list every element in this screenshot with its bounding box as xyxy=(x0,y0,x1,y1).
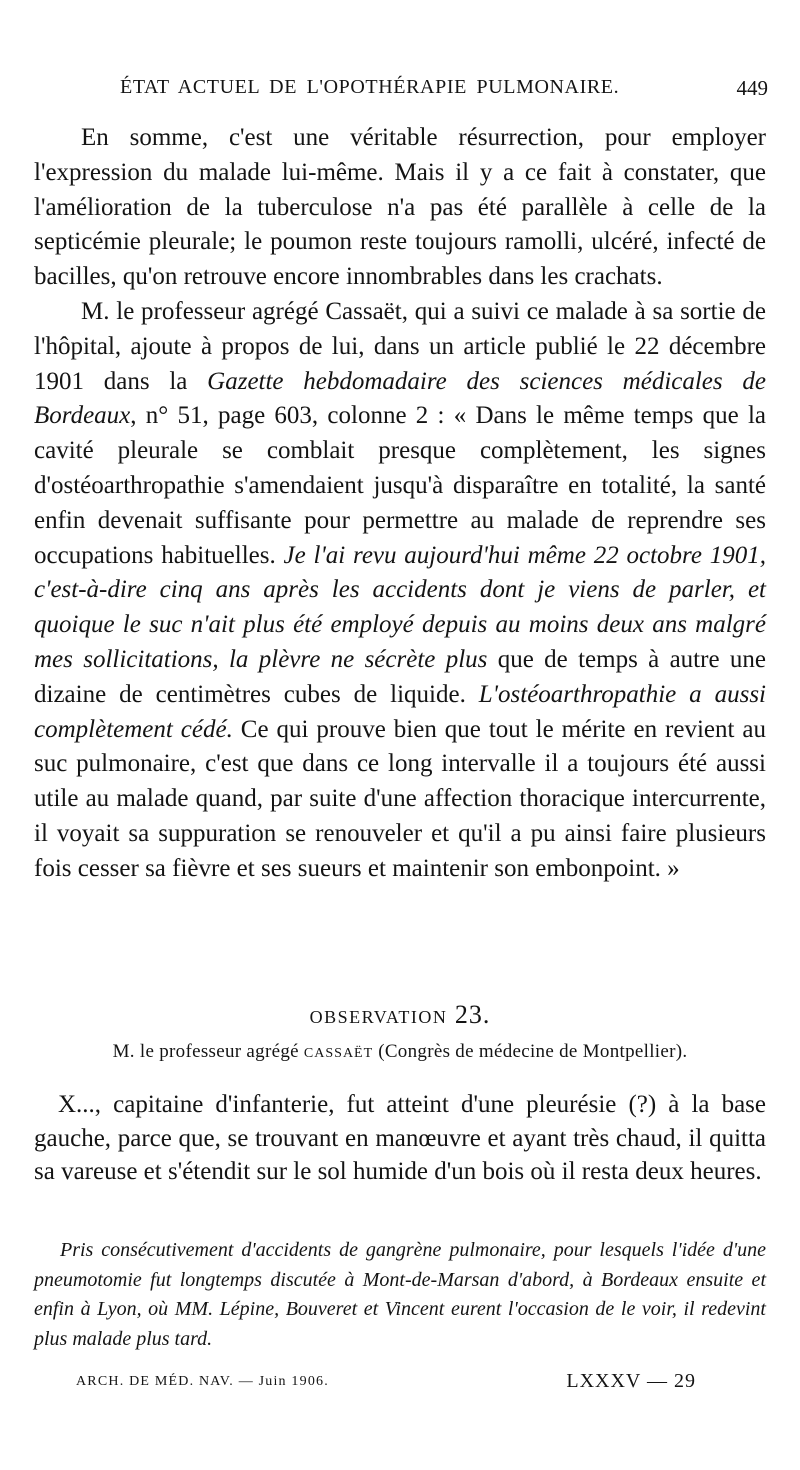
paragraph-2-text-a: M. le professeur agrégé Cassaët, qui a suivi ce malade à sa sortie de l'hôpital, ajoute à propos de lui, dans un article publié le 22 décembre 1901 dans la xyxy=(34,297,766,395)
footer xyxy=(76,1370,696,1400)
case-text xyxy=(34,1088,766,1189)
paragraph-1: En somme, c'est une véritable résurrection, pour employer l'expression du malade lui-même. Mais il y a ce fait à constater, que l'amélioration de la tuberculose n'a pas été parallèle à celle de la septicémie pleurale; le poumon reste toujours ramolli, ulcéré, infecté de bacilles, qu'on retrouve encore innombrables dans les crachats. xyxy=(34,124,766,291)
source-prefix: M. le professeur agrégé xyxy=(112,1041,304,1062)
paragraph-2 xyxy=(34,295,766,887)
case-note xyxy=(34,1236,766,1354)
source-name: CASSAËT xyxy=(303,1046,374,1061)
journal-title: Gazette hebdomadaire des sciences médicales de Bordeaux xyxy=(34,367,766,430)
observation-heading xyxy=(0,1000,800,1030)
case-paragraph: X..., capitaine d'infanterie, fut atteint d'une pleurésie (?) à la base gauche, parce que, se trouvant en manœuvre et ayant très chaud, il quitta sa vareuse et s'étendit sur le sol humide d'un bois où il resta deux heures. xyxy=(34,1091,766,1185)
quote-italic-2: L'ostéoarthropathie a aussi complètement cédé. xyxy=(34,680,767,743)
case-note-paragraph: Pris consécutivement d'accidents de gangrène pulmonaire, pour lesquels l'idée d'une pneumotomie fut longtemps discutée à Mont-de-Marsan d'abord, à Bordeaux ensuite et enfin à Lyon, où MM. Lépine, Bouveret et Vincent eurent l'occasion de le voir, il redevint plus malade plus tard. xyxy=(34,1239,766,1350)
footer-journal: ARCH. DE MÉD. NAV. — Juin 1906. xyxy=(76,1374,329,1389)
paragraph-2-text-c: que de temps à autre une dizaine de centimètres cubes de liquide. xyxy=(34,645,766,708)
paragraph-2-text-d: Ce qui prouve bien que tout le mérite en revient au suc pulmonaire, c'est que dans ce long intervalle il a toujours été aussi utile au malade quand, par suite d'une affection thoracique intercurrente, il voyait sa suppuration se renouveler et qu'il a pu ainsi faire plusieurs fois cesser sa fièvre et ses sueurs et maintenir son embonpoint. » xyxy=(34,715,766,882)
observation-source xyxy=(34,1041,766,1063)
body-text xyxy=(34,121,766,887)
running-title: ÉTAT ACTUEL DE L'OPOTHÉRAPIE PULMONAIRE. xyxy=(120,76,620,98)
source-suffix: (Congrès de médecine de Montpellier). xyxy=(373,1041,688,1062)
observation-label: OBSERVATION xyxy=(309,1007,448,1027)
observation-number: 23. xyxy=(454,1000,491,1029)
running-head xyxy=(112,76,768,106)
page-number: 449 xyxy=(736,76,768,100)
quote-italic-1: Je l'ai revu aujourd'hui même 22 octobre 1901, c'est-à-dire cinq ans après les accidents dont je viens de parler, et quoique le suc n'ait plus été employé depuis au moins deux ans malgré mes sollicitations, la plèvre ne sécrète plus xyxy=(34,541,766,673)
footer-signature: LXXXV — 29 xyxy=(566,1370,696,1392)
paragraph-2-text-b: , n° 51, page 603, colonne 2 : « Dans le même temps que la cavité pleurale se comblait presque complètement, les signes d'ostéoarthropathie s'amendaient jusqu'à disparaître en totalité, la santé enfin devenait suffisante pour permettre au malade de reprendre ses occupations habituelles. xyxy=(34,402,766,569)
